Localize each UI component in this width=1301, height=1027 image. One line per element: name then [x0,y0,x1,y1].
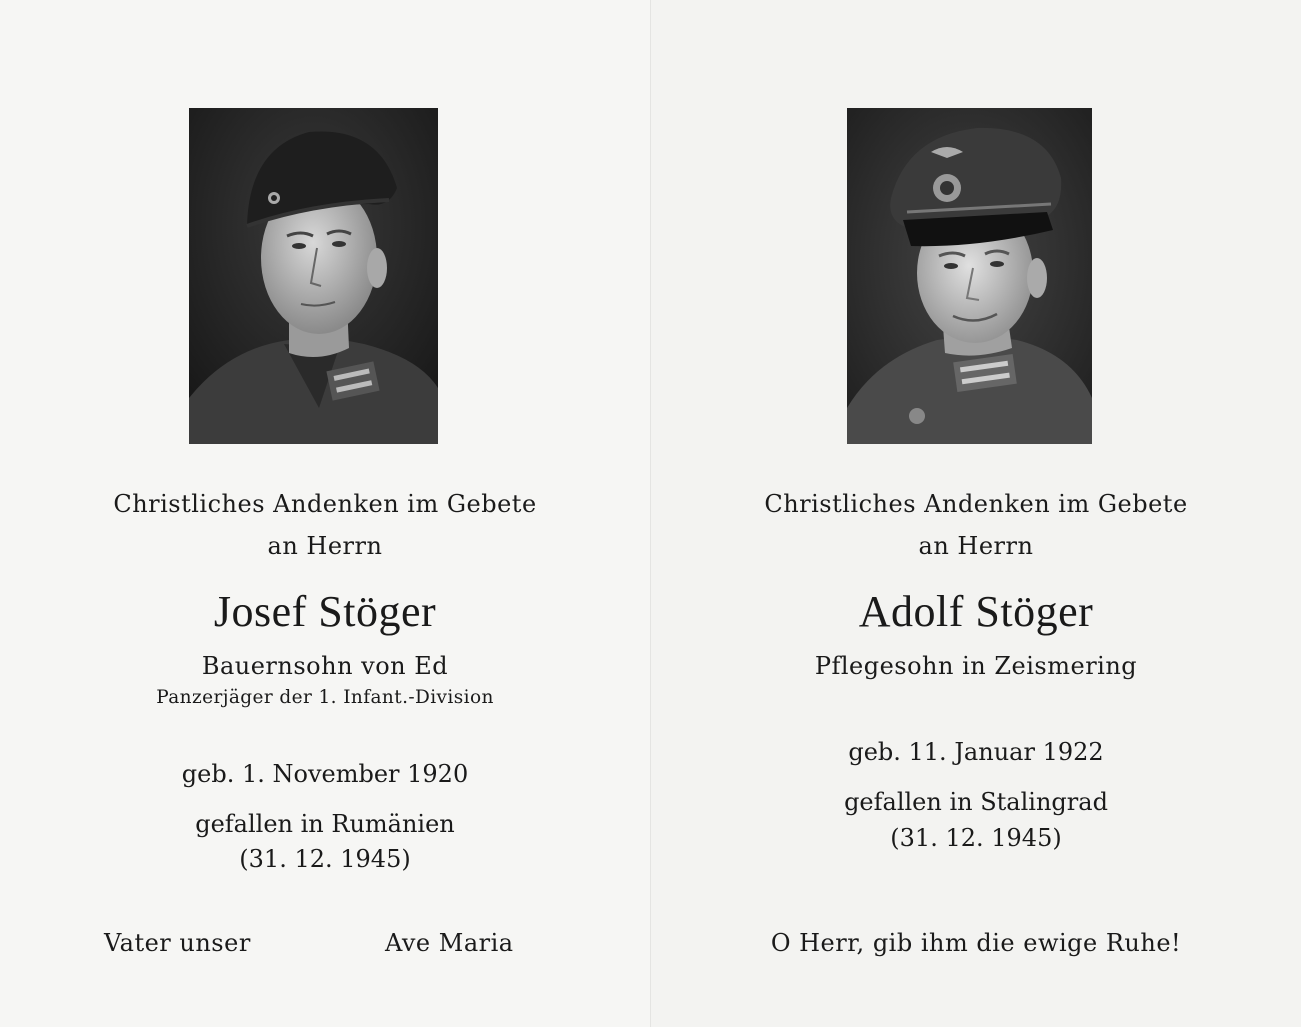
death-place: gefallen in Rumänien [195,810,455,838]
intro-text: Christliches Andenken im Gebete [764,490,1188,518]
memorial-card-left [0,0,650,1027]
military-unit: Panzerjäger der 1. Infant.-Division [156,687,494,708]
deceased-name: Adolf Stöger [858,587,1094,636]
prayer-ave-maria: Ave Maria [385,929,514,957]
deceased-description: Pflegesohn in Zeismering [814,652,1138,680]
death-date: (31. 12. 1945) [239,845,411,873]
salutation-text: an Herrn [267,532,383,560]
deceased-description: Bauernsohn von Ed [201,652,449,680]
birth-date: geb. 1. November 1920 [181,760,469,788]
death-date: (31. 12. 1945) [890,824,1062,852]
salutation-text: an Herrn [918,532,1034,560]
portrait-photo-left [189,108,438,444]
death-place: gefallen in Stalingrad [844,788,1108,816]
closing-prayer: O Herr, gib ihm die ewige Ruhe! [770,929,1182,957]
intro-text: Christliches Andenken im Gebete [113,490,537,518]
portrait-photo-right [847,108,1092,444]
prayer-vater-unser: Vater unser [104,929,251,957]
birth-date: geb. 11. Januar 1922 [848,738,1104,766]
deceased-name: Josef Stöger [213,587,437,636]
memorial-card-right [651,0,1301,1027]
